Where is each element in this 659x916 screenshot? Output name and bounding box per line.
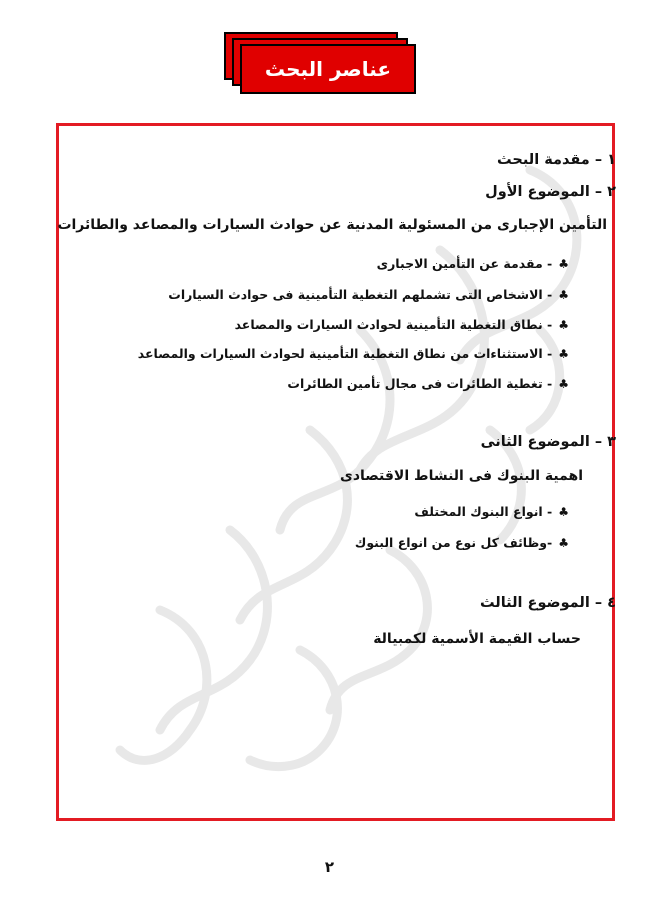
bullet-item: ♣- نطاق التغطية التأمينية لحوادث السيارات والمصاعد: [234, 317, 569, 332]
outline-item-2-subtitle: التأمين الإجبارى من المسئولية المدنية عن حوادث السيارات والمصاعد والطائرات: [57, 217, 607, 233]
title-banner: [224, 32, 414, 94]
bullet-item: ♣- انواع البنوك المختلف: [414, 504, 569, 519]
outline-item-1: ١ – مقدمة البحث: [497, 152, 616, 168]
bullet-item: ♣- مقدمة عن التأمين الاجبارى: [376, 256, 569, 271]
club-suit-icon: ♣: [558, 377, 569, 391]
bullet-item: ♣-وظائف كل نوع من انواع البنوك: [354, 535, 569, 550]
outline-item-3-subtitle: اهمية البنوك فى النشاط الاقتصادى: [339, 468, 583, 484]
club-suit-icon: ♣: [558, 257, 569, 271]
bullet-item: ♣- تغطية الطائرات فى مجال تأمين الطائرات: [287, 376, 569, 391]
club-suit-icon: ♣: [558, 536, 569, 550]
club-suit-icon: ♣: [558, 288, 569, 302]
outline-item-4-subtitle: حساب القيمة الأسمية لكمبيالة: [373, 631, 581, 647]
outline-item-3: ٣ – الموضوع الثانى: [480, 434, 616, 450]
club-suit-icon: ♣: [558, 347, 569, 361]
club-suit-icon: ♣: [558, 318, 569, 332]
bullet-item: ♣- الاشخاص التى تشملهم التغطية التأمينية فى حوادث السيارات: [168, 287, 569, 302]
bullet-item: ♣- الاستثناءات من نطاق التغطية التأمينية لحوادث السيارات والمصاعد: [137, 346, 569, 361]
outline-item-2: ٢ – الموضوع الأول: [485, 184, 616, 200]
page-title: عناصر البحث: [264, 57, 392, 81]
page-number: ٢: [324, 858, 335, 876]
outline-item-4: ٤ – الموضوع الثالث: [479, 595, 616, 611]
club-suit-icon: ♣: [558, 505, 569, 519]
banner-front: [240, 44, 416, 94]
